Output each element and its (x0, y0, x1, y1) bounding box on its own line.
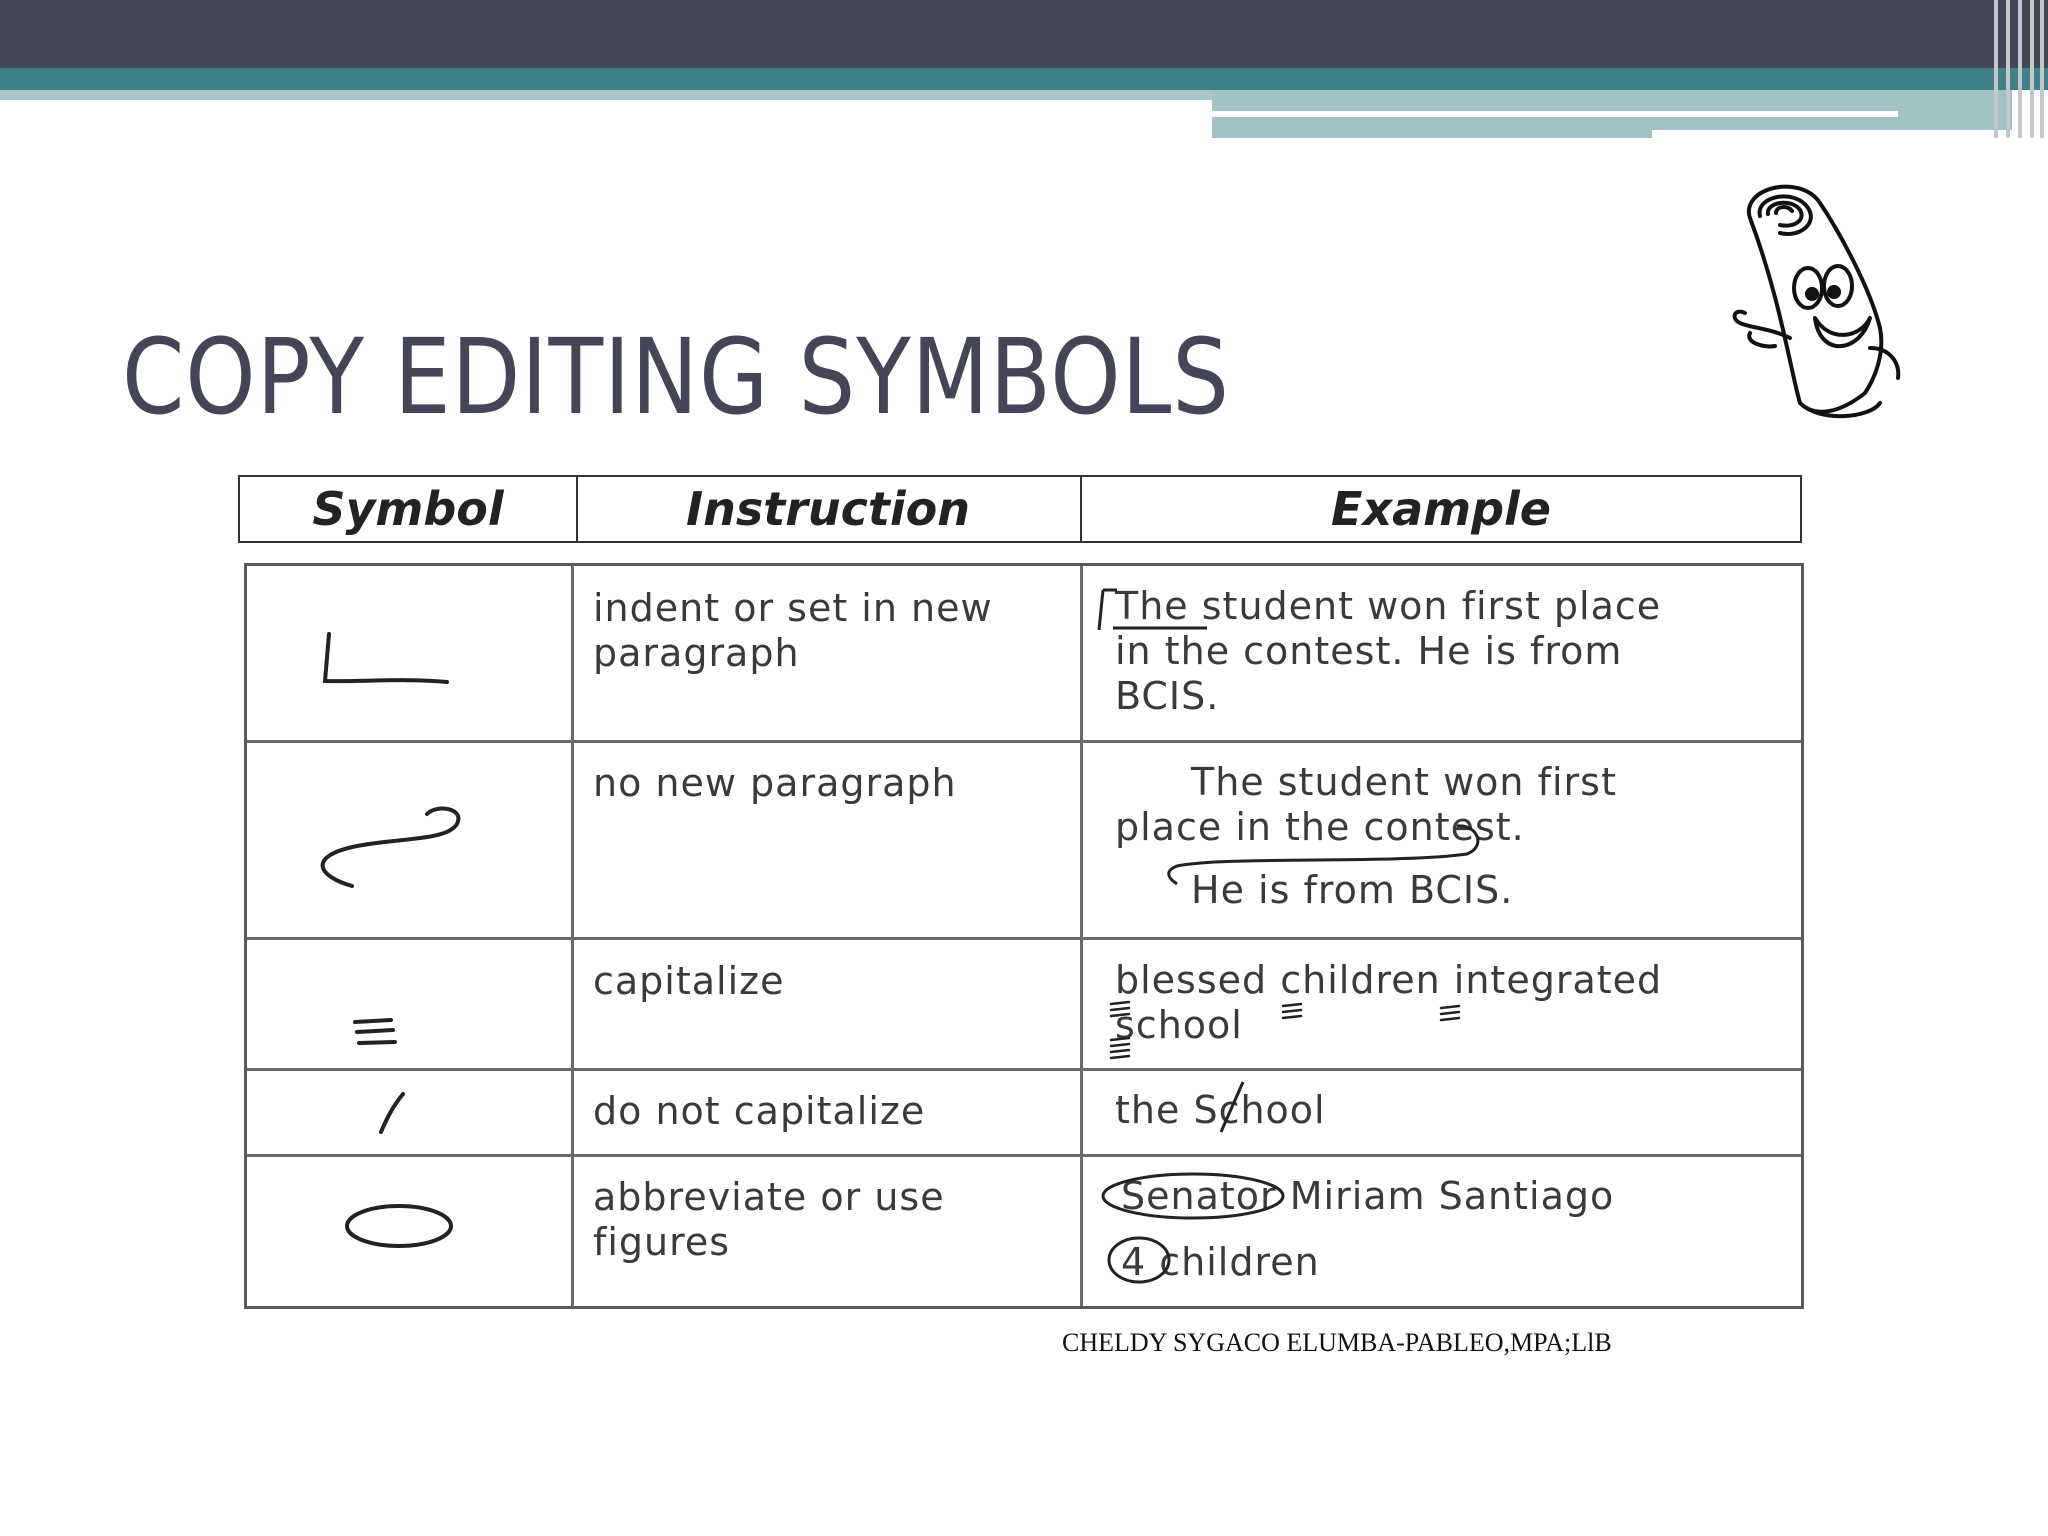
instruction-cell: capitalize (593, 959, 785, 1003)
example-line: Senator Miriam Santiago (1121, 1174, 1615, 1218)
example-line: 4 children (1121, 1240, 1320, 1284)
example-line: place in the contest. (1115, 805, 1525, 849)
header-bar-light (0, 90, 1212, 100)
example-line: the School (1115, 1088, 1326, 1132)
example-line: blessed children integrated (1115, 958, 1663, 1002)
example-line: school (1115, 1003, 1243, 1047)
abbreviate-circle-annotations (1099, 1168, 1299, 1288)
row-divider (247, 937, 1801, 940)
row-divider (247, 1068, 1801, 1071)
column-divider (1080, 566, 1083, 1306)
column-header-symbol: Symbol (312, 482, 504, 536)
example-line: The student won first place (1115, 584, 1662, 628)
header-bar-right-line (1212, 111, 1898, 117)
header-bar-dark (0, 0, 2048, 68)
capitalize-annotations (1105, 996, 1505, 1076)
column-header-example: Example (1331, 482, 1551, 536)
example-line: The student won first (1191, 760, 1617, 804)
row-divider (247, 1154, 1801, 1157)
indent-mark-annotation (1091, 586, 1221, 636)
author-credit: CHELDY SYGACO ELUMBA-PABLEO,MPA;LlB (1062, 1328, 1612, 1357)
instruction-cell: do not capitalize (593, 1089, 926, 1133)
example-line: in the contest. He is from (1115, 629, 1623, 673)
example-line: BCIS. (1115, 674, 1220, 718)
triple-underline-icon (347, 1014, 407, 1054)
page-title: COPY EDITING SYMBOLS (122, 316, 1230, 438)
header-bar-teal (0, 68, 2048, 90)
circle-mark-icon (341, 1196, 461, 1256)
slash-mark-icon (373, 1088, 413, 1138)
header-edge-stripes (1988, 0, 2048, 138)
run-in-annotation (1147, 806, 1507, 896)
newspaper-mascot-icon (1720, 178, 1910, 428)
lowercase-slash-annotation (1213, 1078, 1253, 1138)
header-bar-right-line (1652, 130, 2012, 138)
row-divider (247, 740, 1801, 743)
instruction-cell: abbreviate or use figures (593, 1175, 945, 1264)
column-divider (571, 566, 574, 1306)
indent-mark-icon (317, 626, 457, 706)
instruction-cell: indent or set in new paragraph (593, 586, 993, 675)
table-header (238, 475, 1802, 543)
column-header-instruction: Instruction (685, 482, 971, 536)
run-in-mark-icon (297, 796, 487, 896)
example-line: He is from BCIS. (1191, 868, 1514, 912)
instruction-cell: no new paragraph (593, 761, 957, 805)
symbols-table (244, 563, 1804, 1309)
